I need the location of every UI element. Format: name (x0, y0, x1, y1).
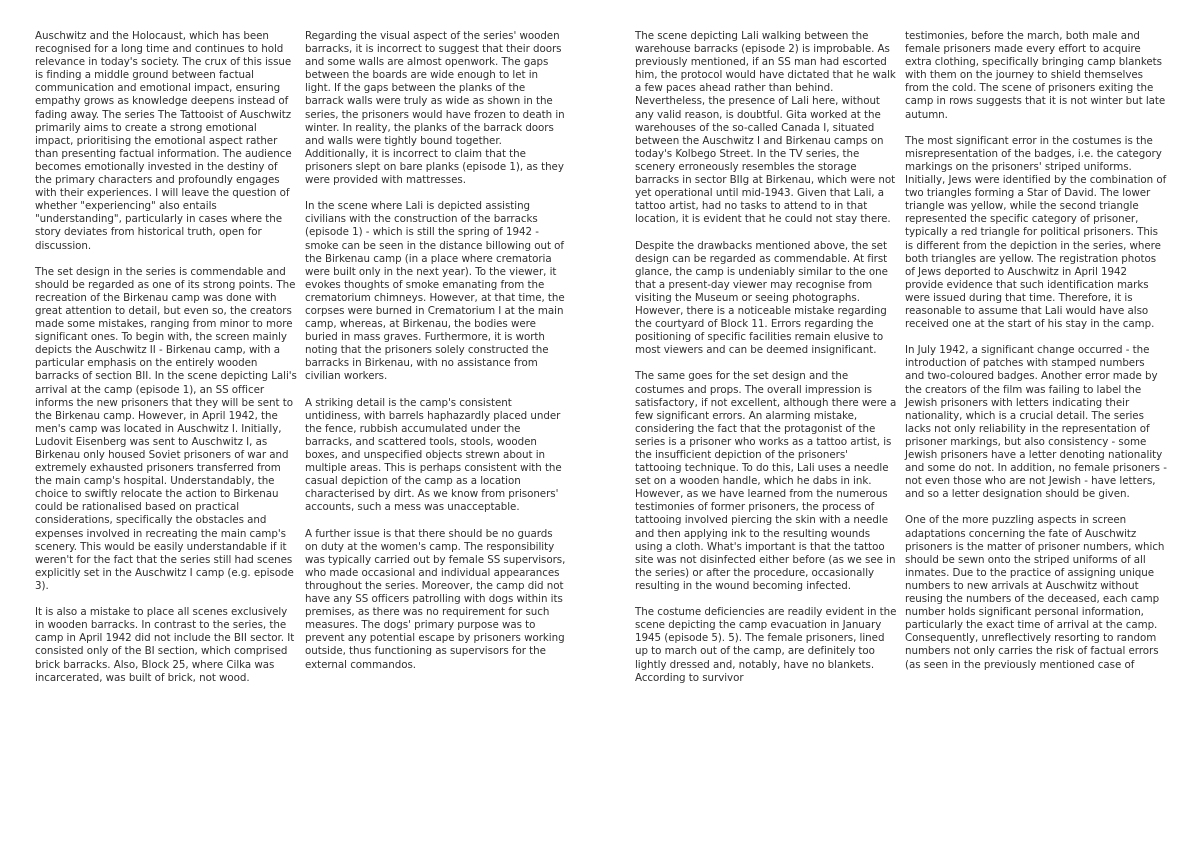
paragraph: A further issue is that there should be no guards on duty at the women's camp. The responsibility was typically carried out by female SS supervisors, who made occasional and individual appearances throughout the series. Moreover, the camp did not have any SS officers patrolling with dogs within its premises, as there was no requirement for such measures. The dogs' primary purpose was to prevent any potential escape by prisoners working outside, thus functioning as supervisors for the external commandos. (305, 527, 566, 671)
paragraph: The costume deficiencies are readily evident in the scene depicting the camp evacuation in January 1945 (episode 5). 5). The female prisoners, lined up to march out of the camp, are definitely too lightly dressed and, notably, have no blankets. According to survivor (635, 606, 897, 684)
paragraph: Auschwitz and the Holocaust, which has been recognised for a long time and continues to hold relevance in today's society. The crux of this issue is finding a middle ground between factual communication and emotional impact, ensuring empathy grows as knowledge deepens instead of fading away. The series The Tattooist of Auschwitz primarily aims to create a strong emotional impact, prioritising the emotional aspect rather than presenting factual information. The audience becomes emotionally invested in the destiny of the primary characters and profoundly engages with their experiences. I will leave the question of whether "experiencing" also entails "understanding", particularly in cases where the story deviates from historical truth, open for discussion. (35, 30, 292, 252)
paragraph: The set design in the series is commendable and should be regarded as one of its strong points. The recreation of the Birkenau camp was done with great attention to detail, but even so, the creators made some mistakes, ranging from minor to more significant ones. To begin with, the screen mainly depicts the Auschwitz II - Birkenau camp, with a particular emphasis on the entirely wooden barracks of section BII. In the scene depicting Lali's arrival at the camp (episode 1), an SS officer informs the new prisoners that they will be sent to the Birkenau camp. However, in April 1942, the men's camp was located in Auschwitz I. Initially, Ludovit Eisenberg was sent to Auschwitz I, as Birkenau only housed Soviet prisoners of war and extremely exhausted prisoners transferred from the main camp's hospital. Understandably, the choice to swiftly relocate the action to Birkenau could be rationalised based on practical considerations, specifically the obstacles and expenses involved in recreating the main camp's scenery. This would be easily understandable if it weren't for the fact that the series still had scenes explicitly set in the Auschwitz I camp (e.g. episode 3). (35, 265, 297, 592)
paragraph: In July 1942, a significant change occurred - the introduction of patches with stamped numbers and two-coloured badges. Another error made by the creators of the film was failing to label the Jewish prisoners with letters indicating their nationality, which is a crucial detail. The series lacks not only reliability in the representation of prisoner markings, but also consistency - some Jewish prisoners have a letter denoting nationality and some do not. In addition, no female prisoners - not even those who are not Jewish - have letters, and so a letter designation should be given. (905, 344, 1167, 501)
text-column-3 (635, 30, 897, 685)
paragraph: Regarding the visual aspect of the series' wooden barracks, it is incorrect to suggest that their doors and some walls are almost openwork. The gaps between the boards are wide enough to let in light. If the gaps between the planks of the barrack walls were truly as wide as shown in the series, the prisoners would have frozen to death in winter. In reality, the planks of the barrack doors and walls were tightly bound together. Additionally, it is incorrect to claim that the prisoners slept on bare planks (episode 1), as they were provided with mattresses. (305, 30, 565, 187)
text-column-4 (905, 30, 1167, 672)
text-column-2 (305, 30, 567, 672)
paragraph: The same goes for the set design and the costumes and props. The overall impression is satisfactory, if not excellent, although there were a few significant errors. An alarming mistake, considering the fact that the protagonist of the series is a prisoner who works as a tattoo artist, is the insufficient depiction of the prisoners' tattooing technique. To do this, Lali uses a needle set on a wooden handle, which he dabs in ink. However, as we have learned from the numerous testimonies of former prisoners, the process of tattooing involved piercing the skin with a needle and then applying ink to the resulting wounds using a cloth. What's important is that the tattoo site was not disinfected either before (as we see in the series) or after the procedure, occasionally resulting in the wound becoming infected. (635, 370, 897, 592)
paragraph: testimonies, before the march, both male and female prisoners made every effort to acquire extra clothing, specifically bringing camp blankets with them on the journey to shield themselves from the cold. The scene of prisoners exiting the camp in rows suggests that it is not winter but late autumn. (905, 30, 1166, 121)
text-column-1 (35, 30, 297, 685)
paragraph: In the scene where Lali is depicted assisting civilians with the construction of the barracks (episode 1) - which is still the spring of 1942 - smoke can be seen in the distance billowing out of the Birkenau camp (in a place where crematoria were built only in the next year). To the viewer, it evokes thoughts of smoke emanating from the crematorium chimneys. However, at that time, the corpses were burned in Crematorium I at the main camp, whereas, at Birkenau, the bodies were buried in mass graves. Furthermore, it is worth noting that the prisoners solely constructed the barracks in Birkenau, with no assistance from civilian workers. (305, 200, 565, 383)
paragraph: Despite the drawbacks mentioned above, the set design can be regarded as commendable. At first glance, the camp is undeniably similar to the one that a present-day viewer may recognise from visiting the Museum or seeing photographs. However, there is a noticeable mistake regarding the courtyard of Block 11. Errors regarding the positioning of specific facilities remain elusive to most viewers and can be deemed insignificant. (635, 239, 888, 357)
paragraph: The most significant error in the costumes is the misrepresentation of the badges, i.e. the category markings on the prisoners' striped uniforms. Initially, Jews were identified by the combination of two triangles forming a Star of David. The lower triangle was yellow, while the second triangle represented the specific category of prisoner, typically a red triangle for political prisoners. This is different from the depiction in the series, where both triangles are yellow. The registration photos of Jews deported to Auschwitz in April 1942 provide evidence that such identification marks were issued during that time. Therefore, it is reasonable to assume that Lali would have also received one at the start of his stay in the camp. (905, 134, 1167, 331)
paragraph: One of the more puzzling aspects in screen adaptations concerning the fate of Auschwitz prisoners is the matter of prisoner numbers, which should be sewn onto the striped uniforms of all inmates. Due to the practice of assigning unique numbers to new arrivals at Auschwitz without reusing the numbers of the deceased, each camp number holds significant personal information, particularly the exact time of arrival at the camp. Consequently, unreflectively resorting to random numbers not only carries the risk of factual errors (as seen in the previously mentioned case of (905, 514, 1165, 671)
paragraph: The scene depicting Lali walking between the warehouse barracks (episode 2) is improbable. As previously mentioned, if an SS man had escorted him, the protocol would have dictated that he walk a few paces ahead rather than behind. Nevertheless, the presence of Lali here, without any valid reason, is doubtful. Gita worked at the warehouses of the so-called Canada I, situated between the Auschwitz I and Birkenau camps on today's Kolbego Street. In the TV series, the scenery erroneously resembles the storage barracks in sector BIIg at Birkenau, which were not yet operational until mid-1943. Given that Lali, a tattoo artist, had no tasks to attend to in that location, it is evident that he could not stay there. (635, 30, 896, 226)
paragraph: It is also a mistake to place all scenes exclusively in wooden barracks. In contrast to the series, the camp in April 1942 did not include the BII sector. It consisted only of the BI section, which comprised brick barracks. Also, Block 25, where Cilka was incarcerated, was built of brick, not wood. (35, 606, 295, 684)
paragraph: A striking detail is the camp's consistent untidiness, with barrels haphazardly placed under the fence, rubbish accumulated under the barracks, and scattered tools, stools, wooden boxes, and unspecified objects strewn about in multiple areas. This is perhaps consistent with the casual depiction of the camp as a location characterised by dirt. As we know from prisoners' accounts, such a mess was unacceptable. (305, 396, 562, 514)
